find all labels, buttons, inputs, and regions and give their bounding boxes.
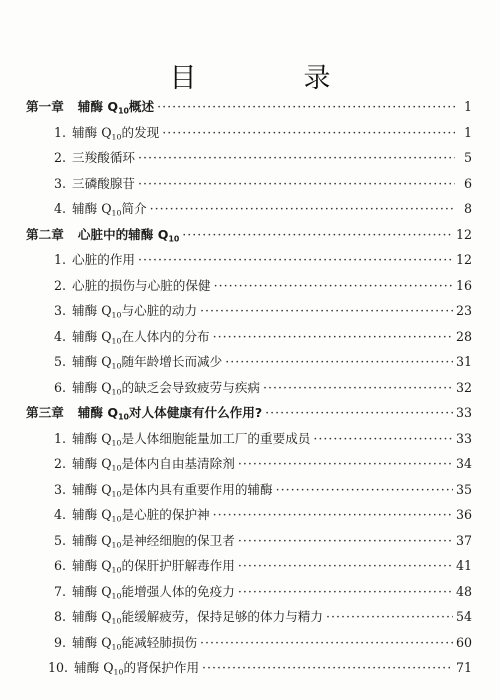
subscript-text: 10 xyxy=(111,641,122,651)
subscript-text: 10 xyxy=(111,539,122,549)
section-number: 10. xyxy=(48,660,69,675)
entry-text: 辅酶 Q xyxy=(72,609,112,624)
dot-leader xyxy=(225,349,453,375)
entry-text-after: 是人体细胞能量加工厂的重要成员 xyxy=(121,430,311,446)
subscript-text: 10 xyxy=(111,565,122,575)
dot-leader xyxy=(202,655,453,681)
entry-text: 辅酶 Q xyxy=(72,201,112,216)
section-number: 5. xyxy=(54,532,67,548)
toc-section-entry xyxy=(26,298,472,324)
toc-entry-label xyxy=(26,222,179,248)
entry-text-after: 在人体内的分布 xyxy=(121,328,210,344)
subscript-text: 10 xyxy=(111,310,122,320)
dot-leader xyxy=(213,502,453,528)
section-number: 2. xyxy=(54,456,67,471)
dot-leader xyxy=(313,426,453,452)
entry-text-after: 的发现 xyxy=(121,124,160,140)
toc-section-entry xyxy=(26,579,472,605)
page-number: 33 xyxy=(455,430,472,446)
page-number: 8 xyxy=(463,201,472,216)
entry-text: 辅酶 Q xyxy=(72,379,112,395)
entry-text: 辅酶 Q xyxy=(72,507,112,522)
entry-text: 辅酶 Q xyxy=(72,328,112,344)
toc-entry-label xyxy=(54,553,235,579)
section-number: 6. xyxy=(54,379,67,395)
chapter-number: 第三章 xyxy=(26,405,64,420)
toc-entry-label xyxy=(54,451,235,477)
subscript-text: 10 xyxy=(118,106,129,116)
toc-section-entry xyxy=(26,528,472,554)
dot-leader xyxy=(213,324,453,350)
entry-text-after: 的肾保护作用 xyxy=(123,660,200,675)
subscript-text: 10 xyxy=(168,233,180,243)
subscript-text: 10 xyxy=(111,386,122,396)
toc-section-entry xyxy=(26,426,472,452)
dot-leader xyxy=(200,630,453,656)
page-number: 28 xyxy=(455,328,472,344)
subscript-text: 10 xyxy=(111,463,122,473)
entry-text-after: 能缓解疲劳，保持足够的体力与精力 xyxy=(121,609,323,624)
toc-entry-label xyxy=(54,426,310,452)
toc-chapter-entry xyxy=(26,222,472,248)
dot-leader xyxy=(238,553,453,579)
page-title: 目 录 xyxy=(169,63,371,94)
entry-text: 心脏中的辅酶 Q xyxy=(77,226,169,242)
dot-leader xyxy=(162,120,455,146)
dot-leader xyxy=(214,273,453,299)
toc-section-entry xyxy=(26,630,472,656)
entry-text: 辅酶 Q xyxy=(72,430,112,446)
entry-text: 三羧酸循环 xyxy=(72,150,135,165)
toc-section-entry xyxy=(26,451,472,477)
subscript-text: 10 xyxy=(118,412,129,422)
entry-text: 辅酶 Q xyxy=(72,583,112,599)
page-number: 41 xyxy=(455,558,472,573)
entry-text-after: 的保肝护肝解毒作用 xyxy=(121,558,235,573)
toc-entry-label xyxy=(54,324,210,350)
toc-entry-label xyxy=(54,273,211,299)
toc-section-entry xyxy=(26,324,472,350)
page-number: 16 xyxy=(455,277,472,293)
page-number: 12 xyxy=(455,226,472,242)
subscript-text: 10 xyxy=(111,361,122,371)
subscript-text: 10 xyxy=(113,667,124,677)
page-number: 36 xyxy=(455,507,472,522)
entry-text-after: 能减轻肺损伤 xyxy=(121,634,198,650)
entry-text: 辅酶 Q xyxy=(72,634,112,650)
page-number: 32 xyxy=(455,379,472,395)
subscript-text: 10 xyxy=(111,590,122,600)
dot-leader xyxy=(182,222,453,248)
entry-text: 心脏的损伤与心脏的保健 xyxy=(72,277,211,293)
subscript-text: 10 xyxy=(111,616,122,626)
entry-text-after: 是神经细胞的保卫者 xyxy=(121,532,235,548)
entry-text-after: 能增强人体的免疫力 xyxy=(121,583,235,599)
dot-leader xyxy=(150,196,455,222)
subscript-text: 10 xyxy=(111,437,122,447)
dot-leader xyxy=(238,451,453,477)
chapter-number: 第一章 xyxy=(26,99,64,114)
entry-text: 辅酶 Q xyxy=(72,303,112,318)
entry-text: 辅酶 Q xyxy=(72,124,112,140)
section-number: 3. xyxy=(54,175,67,191)
section-number: 3. xyxy=(54,303,67,318)
page-number: 60 xyxy=(455,634,472,650)
subscript-text: 10 xyxy=(111,208,122,218)
toc-section-entry xyxy=(26,375,472,401)
section-number: 5. xyxy=(54,354,67,369)
page-number: 23 xyxy=(455,303,472,318)
section-number: 3. xyxy=(54,481,67,497)
page-number: 34 xyxy=(455,456,472,471)
section-number: 8. xyxy=(54,609,67,624)
entry-text-after: 是心脏的保护神 xyxy=(121,507,210,522)
toc-entry-label xyxy=(54,630,197,656)
toc-entry-label xyxy=(26,400,262,426)
section-number: 1. xyxy=(54,124,67,140)
toc-entry-label xyxy=(54,247,135,273)
toc-entry-label xyxy=(54,349,222,375)
entry-text: 心脏的作用 xyxy=(72,252,135,267)
toc-section-entry xyxy=(26,247,472,273)
toc-section-entry xyxy=(26,120,472,146)
toc-section-entry xyxy=(26,145,472,171)
entry-text-after: 简介 xyxy=(121,201,147,216)
page-number: 1 xyxy=(463,124,472,140)
toc-entry-label xyxy=(54,145,135,171)
dot-leader xyxy=(238,528,453,554)
toc-chapter-entry xyxy=(26,94,472,120)
table-of-contents xyxy=(26,94,472,681)
toc-entry-label xyxy=(54,196,147,222)
dot-leader xyxy=(265,400,453,426)
entry-text: 辅酶 Q xyxy=(74,660,114,675)
entry-text: 辅酶 Q xyxy=(72,532,112,548)
page-number: 37 xyxy=(455,532,472,548)
section-number: 7. xyxy=(54,583,67,599)
toc-entry-label xyxy=(54,477,273,503)
entry-text: 辅酶 Q xyxy=(77,405,119,420)
section-number: 4. xyxy=(54,201,67,216)
page-number: 54 xyxy=(455,609,472,624)
toc-entry-label xyxy=(54,120,159,146)
section-number: 4. xyxy=(54,507,67,522)
page-number: 31 xyxy=(455,354,472,369)
toc-entry-label xyxy=(54,579,235,605)
section-number: 2. xyxy=(54,277,67,293)
subscript-text: 10 xyxy=(111,335,122,345)
chapter-number: 第二章 xyxy=(26,226,64,242)
section-number: 6. xyxy=(54,558,67,573)
entry-text: 辅酶 Q xyxy=(72,354,112,369)
toc-section-entry xyxy=(26,477,472,503)
entry-text: 辅酶 Q xyxy=(72,456,112,471)
toc-section-entry xyxy=(26,502,472,528)
entry-text-after: 与心脏的动力 xyxy=(121,303,198,318)
entry-text: 辅酶 Q xyxy=(72,558,112,573)
dot-leader xyxy=(200,298,453,324)
dot-leader xyxy=(263,375,453,401)
section-number: 1. xyxy=(54,430,67,446)
entry-text: 三磷酸腺苷 xyxy=(72,175,135,191)
dot-leader xyxy=(326,604,453,630)
subscript-text: 10 xyxy=(111,488,122,498)
page-number: 12 xyxy=(455,252,472,267)
entry-text-after: 概述 xyxy=(128,99,155,114)
dot-leader xyxy=(138,171,455,197)
subscript-text: 10 xyxy=(111,131,122,141)
toc-entry-label xyxy=(54,502,210,528)
dot-leader xyxy=(157,94,455,120)
entry-text-after: 随年龄增长而减少 xyxy=(121,354,223,369)
section-number: 1. xyxy=(54,252,67,267)
entry-text: 辅酶 Q xyxy=(77,99,119,114)
dot-leader xyxy=(238,579,453,605)
toc-entry-label xyxy=(54,298,197,324)
page-number: 35 xyxy=(455,481,472,497)
toc-entry-label xyxy=(54,375,260,401)
toc-section-entry xyxy=(26,196,472,222)
entry-text: 辅酶 Q xyxy=(72,481,112,497)
page-number: 6 xyxy=(463,175,472,191)
section-number: 2. xyxy=(54,150,67,165)
toc-entry-label xyxy=(26,94,154,120)
toc-entry-label xyxy=(54,604,323,630)
page-number: 48 xyxy=(455,583,472,599)
toc-chapter-entry xyxy=(26,400,472,426)
section-number: 4. xyxy=(54,328,67,344)
toc-entry-label xyxy=(54,171,135,197)
entry-text-after: 是体内自由基清除剂 xyxy=(121,456,235,471)
entry-text-after: 对人体健康有什么作用? xyxy=(128,405,263,420)
toc-section-entry xyxy=(26,655,472,681)
dot-leader xyxy=(138,247,453,273)
page-number: 5 xyxy=(463,150,472,165)
entry-text-after: 的缺乏会导致疲劳与疾病 xyxy=(121,379,260,395)
page-number: 71 xyxy=(455,660,472,675)
toc-section-entry xyxy=(26,171,472,197)
section-number: 9. xyxy=(54,634,67,650)
entry-text-after: 是体内具有重要作用的辅酶 xyxy=(121,481,273,497)
page-number: 1 xyxy=(463,99,472,114)
subscript-text: 10 xyxy=(111,514,122,524)
dot-leader xyxy=(276,477,453,503)
toc-entry-label xyxy=(54,528,235,554)
toc-section-entry xyxy=(26,553,472,579)
page-number: 33 xyxy=(455,405,472,420)
toc-section-entry xyxy=(26,273,472,299)
toc-entry-label xyxy=(48,655,199,681)
toc-section-entry xyxy=(26,604,472,630)
dot-leader xyxy=(138,145,455,171)
toc-section-entry xyxy=(26,349,472,375)
